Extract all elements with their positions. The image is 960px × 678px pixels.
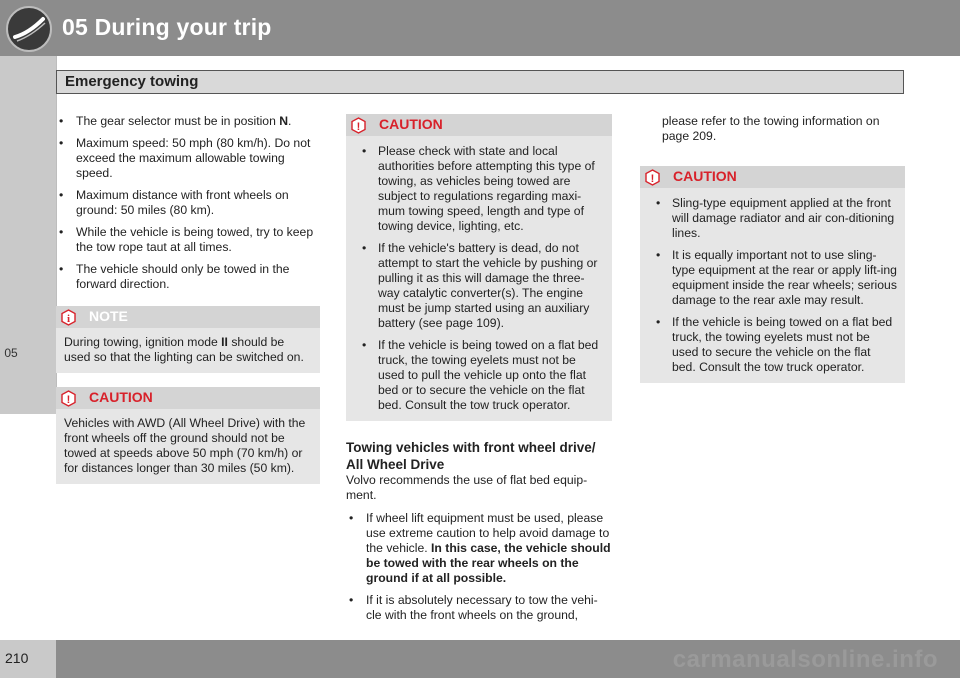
page-number-box [0,640,56,678]
intro-paragraph: Volvo recommends the use of flat bed equip-ment. [346,473,588,502]
bullet-icon: • [59,225,64,239]
bullet-icon: • [59,114,64,128]
bullet-icon: • [59,262,64,276]
bullet-icon: • [362,241,367,255]
towing-rules-list [56,114,320,292]
warning-icon [350,117,367,134]
caution-body [346,136,612,421]
bullet-icon: • [59,188,64,202]
chapter-title: 05 During your trip [62,14,272,40]
info-icon [60,309,77,326]
list-item: • The gear selector must be in position N. [59,114,292,128]
caution-header [640,166,905,188]
watermark: carmanualsonline.info [672,646,938,673]
note-box [56,306,320,373]
bullet-icon: • [362,144,367,158]
list-item: • Sling-type equipment applied at the front will damage radiator and air con-ditioning lines. [656,196,895,240]
svg-text:!: ! [66,394,71,406]
column-2 [346,114,612,630]
page-number: 210 [5,650,29,666]
caution-header [56,387,320,409]
caution-box [56,387,320,484]
list-item: • Maximum distance with front wheels on ground: 50 miles (80 km). [59,188,289,217]
bullet-icon: • [362,338,367,352]
bullet-icon: • [349,511,354,525]
bullet-icon: • [59,136,64,150]
chapter-header [0,0,960,56]
svg-text:!: ! [356,121,361,133]
sidebar-chapter-number: 05 [4,346,18,360]
warning-icon [644,169,661,186]
svg-text:!: ! [650,173,655,185]
caution-title: CAUTION [379,116,443,132]
section-header [56,70,904,94]
column-3 [640,114,905,393]
list-item: • If the vehicle's battery is dead, do not attempt to start the vehicle by pushing or pulling it as this will damage the three-way catalytic converter(s). The engine must be jump started using an auxiliary battery (see page 109). [362,241,598,330]
list-item: • If the vehicle is being towed on a flat bed truck, the towing eyelets must not be used to pull the vehicle up onto the flat bed or to secure the vehicle on the flat bed. Consult the tow truck operator. [362,338,599,412]
list-item: • If it is absolutely necessary to tow the vehi-cle with the front wheels on the ground, [349,593,598,622]
section-heading: Towing vehicles with front wheel drive/ All Wheel Drive [346,440,596,472]
note-body: During towing, ignition mode II should be used so that the lighting can be switched on. [64,335,304,364]
page-footer [0,640,960,678]
caution-box [346,114,612,421]
caution-header [346,114,612,136]
caution-body: Vehicles with AWD (All Wheel Drive) with the front wheels off the ground should not be towed at speeds above 50 mph (70 km/h) or for distances longer than 30 miles (50 km). [64,416,306,475]
svg-text:i: i [66,313,71,325]
warning-icon [60,390,77,407]
note-title: NOTE [89,308,128,324]
bullet-icon: • [349,593,354,607]
caution-title: CAUTION [673,168,737,184]
bullet-icon: • [656,248,661,262]
caution-box [640,166,905,383]
list-item: • Please check with state and local authorities before attempting this type of towing, as vehicles being towed are subject to regulations regarding maxi-mum towing speed, length and type of towing device, lighting, etc. [362,144,595,233]
continuation-paragraph: please refer to the towing information on page 209. [662,114,880,143]
bullet-icon: • [656,196,661,210]
list-item: • If the vehicle is being towed on a flat bed truck, the towing eyelets must not be used to secure the vehicle on the flat bed. Consult the tow truck operator. [656,315,893,374]
chapter-sidebar [0,56,57,414]
list-item: • It is equally important not to use sling-type equipment at the rear or apply lift-ing equipment inside the rear wheels; serious damage to the rear axle may result. [656,248,897,307]
list-item: • While the vehicle is being towed, try to keep the tow rope taut at all times. [59,225,314,254]
list-item: • If wheel lift equipment must be used, please use extreme caution to help avoid damage to the vehicle. In this case, the vehicle should be towed with the rear wheels on the ground if at all possible. [349,511,611,585]
caution-body [640,188,905,383]
column-1 [56,114,320,494]
list-item: • The vehicle should only be towed in the forward direction. [59,262,290,291]
section-title: Emergency towing [65,73,199,90]
bullet-icon: • [656,315,661,329]
caution-title: CAUTION [89,389,153,405]
note-header [56,306,320,328]
towing-advice-list [346,511,612,623]
list-item: • Maximum speed: 50 mph (80 km/h). Do not exceed the maximum allowable towing speed. [59,136,311,180]
road-emblem-icon [5,5,53,53]
